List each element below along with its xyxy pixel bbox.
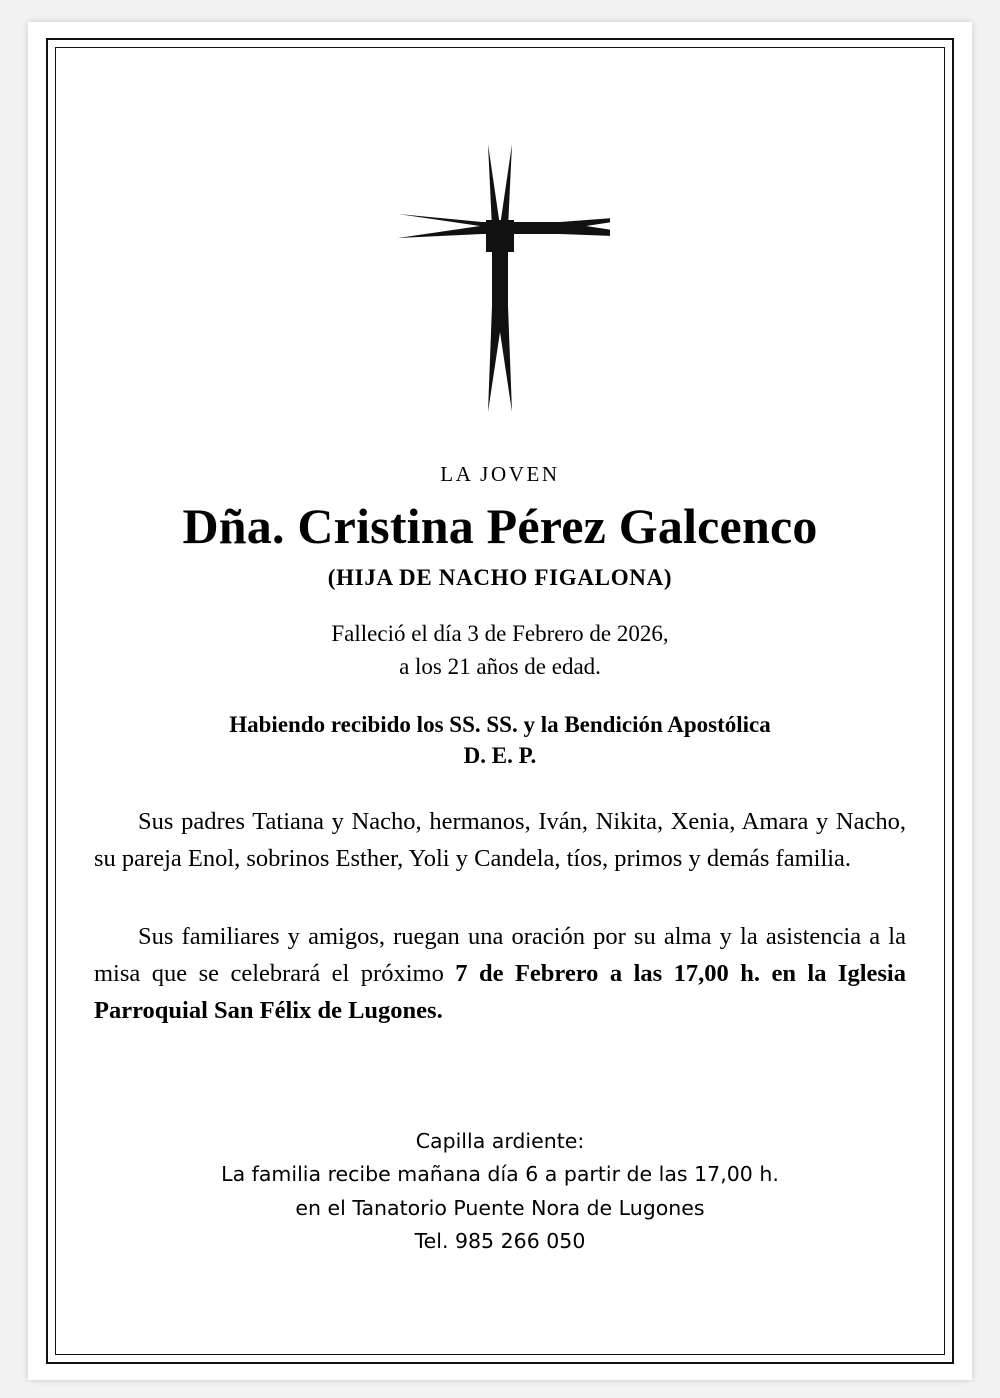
deceased-name: Dña. Cristina Pérez Galcenco bbox=[182, 498, 818, 554]
kicker: LA JOVEN bbox=[440, 462, 560, 486]
mass-text-pre: Sus familiares y amigos, ruegan una oración por su alma y la asistencia a la misa que se celebrará el próximo bbox=[94, 922, 906, 987]
death-age: a los 21 años de edad. bbox=[399, 654, 601, 680]
wake-schedule: La familia recibe mañana día 6 a partir de las 17,00 h. bbox=[221, 1162, 779, 1187]
obituary-card bbox=[28, 22, 972, 1380]
blessing-line: Habiendo recibido los SS. SS. y la Bendición Apostólica bbox=[229, 711, 771, 737]
wake-info bbox=[88, 1125, 912, 1258]
notice-content bbox=[88, 78, 912, 1340]
relation-line: (HIJA DE NACHO FIGALONA) bbox=[327, 565, 673, 590]
death-date: Falleció el día 3 de Febrero de 2026, bbox=[331, 621, 669, 646]
mass-text-bold: 7 de Febrero a las 17,00 h. en la Iglesia Parroquial San Félix de Lugones. bbox=[94, 959, 906, 1024]
wake-phone: Tel. 985 266 050 bbox=[414, 1228, 586, 1253]
death-info bbox=[88, 617, 912, 684]
family-paragraph: Sus padres Tatiana y Nacho, hermanos, Iván, Nikita, Xenia, Amara y Nacho, su pareja Enol, sobrinos Esther, Yoli y Candela, tíos, primos y demás familia. bbox=[94, 808, 906, 873]
wake-location: en el Tanatorio Puente Nora de Lugones bbox=[295, 1195, 705, 1220]
wake-title: Capilla ardiente: bbox=[415, 1129, 585, 1154]
cross-area bbox=[88, 136, 912, 436]
dep-line: D. E. P. bbox=[463, 743, 537, 769]
cross-icon bbox=[390, 136, 610, 416]
mass-paragraph bbox=[94, 918, 906, 1030]
